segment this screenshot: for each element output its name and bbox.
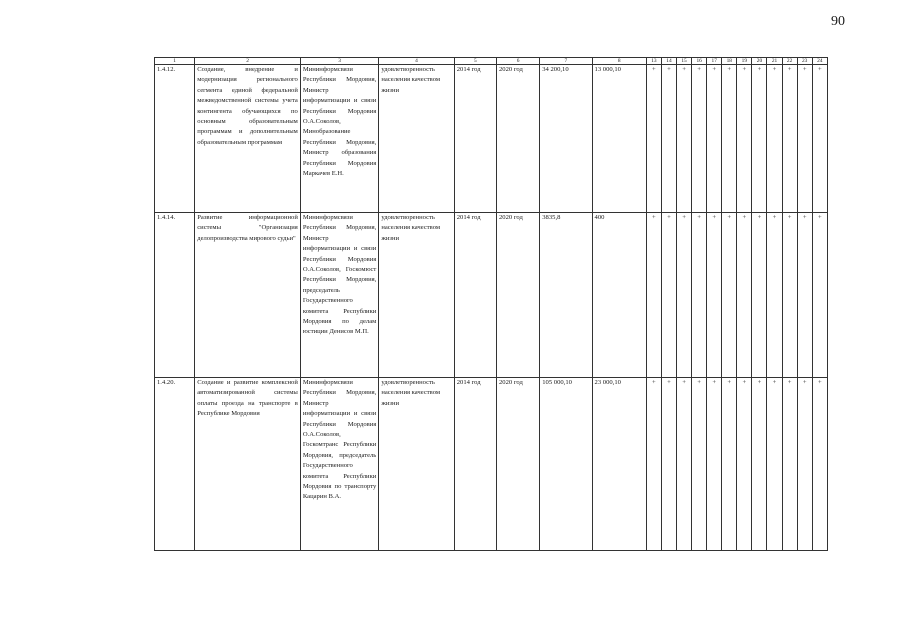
mark-cell: +	[692, 378, 707, 551]
page-number: 90	[831, 14, 845, 29]
mark-cell: +	[661, 65, 676, 213]
mark-cell: +	[677, 213, 692, 378]
mark-cell: +	[752, 65, 767, 213]
mark-cell: +	[782, 378, 797, 551]
mark-cell: +	[737, 213, 752, 378]
mark-cell: +	[782, 213, 797, 378]
end-year: 2020 год	[497, 378, 540, 551]
mark-cell: +	[661, 213, 676, 378]
measure-name: Развитие информационной системы "Организация делопроизводства мирового судьи"	[195, 213, 301, 378]
mark-cell: +	[707, 378, 722, 551]
mark-cell: +	[812, 65, 827, 213]
program-table	[154, 57, 828, 551]
indicator: удовлетворенность населения качеством жизни	[379, 65, 454, 213]
measure-name: Создание и развитие комплексной автоматизированной системы оплаты проезда на транспорте в Республике Мордовия	[195, 378, 301, 551]
mark-cell: +	[797, 213, 812, 378]
mark-cell: +	[797, 65, 812, 213]
col-header: 24	[812, 58, 827, 65]
mark-cell: +	[661, 378, 676, 551]
total-amount: 34 200,10	[540, 65, 592, 213]
table-row	[155, 213, 828, 378]
col-header: 15	[677, 58, 692, 65]
col-header: 21	[767, 58, 782, 65]
amount: 400	[592, 213, 646, 378]
mark-cell: +	[767, 65, 782, 213]
amount: 23 000,10	[592, 378, 646, 551]
mark-cell: +	[722, 378, 737, 551]
col-header: 23	[797, 58, 812, 65]
col-header: 2	[195, 58, 301, 65]
mark-cell: +	[812, 378, 827, 551]
row-number: 1.4.12.	[155, 65, 195, 213]
col-header: 4	[379, 58, 454, 65]
mark-cell: +	[692, 213, 707, 378]
col-header: 5	[454, 58, 496, 65]
mark-cell: +	[752, 378, 767, 551]
col-header: 3	[300, 58, 378, 65]
row-number: 1.4.20.	[155, 378, 195, 551]
mark-cell: +	[797, 378, 812, 551]
col-header: 16	[692, 58, 707, 65]
header-row	[155, 58, 828, 65]
mark-cell: +	[722, 65, 737, 213]
table-row	[155, 378, 828, 551]
col-header: 7	[540, 58, 592, 65]
mark-cell: +	[812, 213, 827, 378]
executor: Мининформсвязи Республики Мордовия, Министр информатизации и связи Республики Мордовия О.А.Соколов, Госкомтранс Республики Мордовия, председатель Государственного комитета Республики Мордовия по транспорту Кацарин В.А.	[300, 378, 378, 551]
mark-cell: +	[737, 378, 752, 551]
mark-cell: +	[752, 213, 767, 378]
mark-cell: +	[646, 65, 661, 213]
total-amount: 3835,8	[540, 213, 592, 378]
col-header: 14	[661, 58, 676, 65]
col-header: 18	[722, 58, 737, 65]
col-header: 6	[497, 58, 540, 65]
measure-name: Создание, внедрение и модернизация регионального сегмента единой федеральной межведомственной системы учета контингента обучающихся по основным образовательным программам и дополнительным образовательным программам	[195, 65, 301, 213]
start-year: 2014 год	[454, 65, 496, 213]
col-header: 22	[782, 58, 797, 65]
mark-cell: +	[767, 213, 782, 378]
end-year: 2020 год	[497, 65, 540, 213]
executor: Мининформсвязи Республики Мордовия, Министр информатизации и связи Республики Мордовия О.А.Соколов, Минобразование Республики Мордовия, Министр образования Республики Мордовия Маркачев Е.Н.	[300, 65, 378, 213]
mark-cell: +	[722, 213, 737, 378]
col-header: 1	[155, 58, 195, 65]
mark-cell: +	[737, 65, 752, 213]
table-row	[155, 65, 828, 213]
col-header: 17	[707, 58, 722, 65]
mark-cell: +	[677, 378, 692, 551]
col-header: 20	[752, 58, 767, 65]
mark-cell: +	[646, 213, 661, 378]
indicator: удовлетворенность населения качеством жизни	[379, 213, 454, 378]
start-year: 2014 год	[454, 378, 496, 551]
mark-cell: +	[707, 65, 722, 213]
end-year: 2020 год	[497, 213, 540, 378]
mark-cell: +	[707, 213, 722, 378]
mark-cell: +	[646, 378, 661, 551]
col-header: 8	[592, 58, 646, 65]
indicator: удовлетворенность населения качеством жизни	[379, 378, 454, 551]
start-year: 2014 год	[454, 213, 496, 378]
row-number: 1.4.14.	[155, 213, 195, 378]
amount: 13 000,10	[592, 65, 646, 213]
total-amount: 105 000,10	[540, 378, 592, 551]
mark-cell: +	[782, 65, 797, 213]
mark-cell: +	[767, 378, 782, 551]
mark-cell: +	[677, 65, 692, 213]
mark-cell: +	[692, 65, 707, 213]
col-header: 19	[737, 58, 752, 65]
col-header: 13	[646, 58, 661, 65]
executor: Мининформсвязи Республики Мордовия, Министр информатизации и связи Республики Мордовия О.А.Соколов, Госкомюст Республики Мордовия, председатель Государственного комитета Республики Мордовия по делам юстиции Денисов М.П.	[300, 213, 378, 378]
